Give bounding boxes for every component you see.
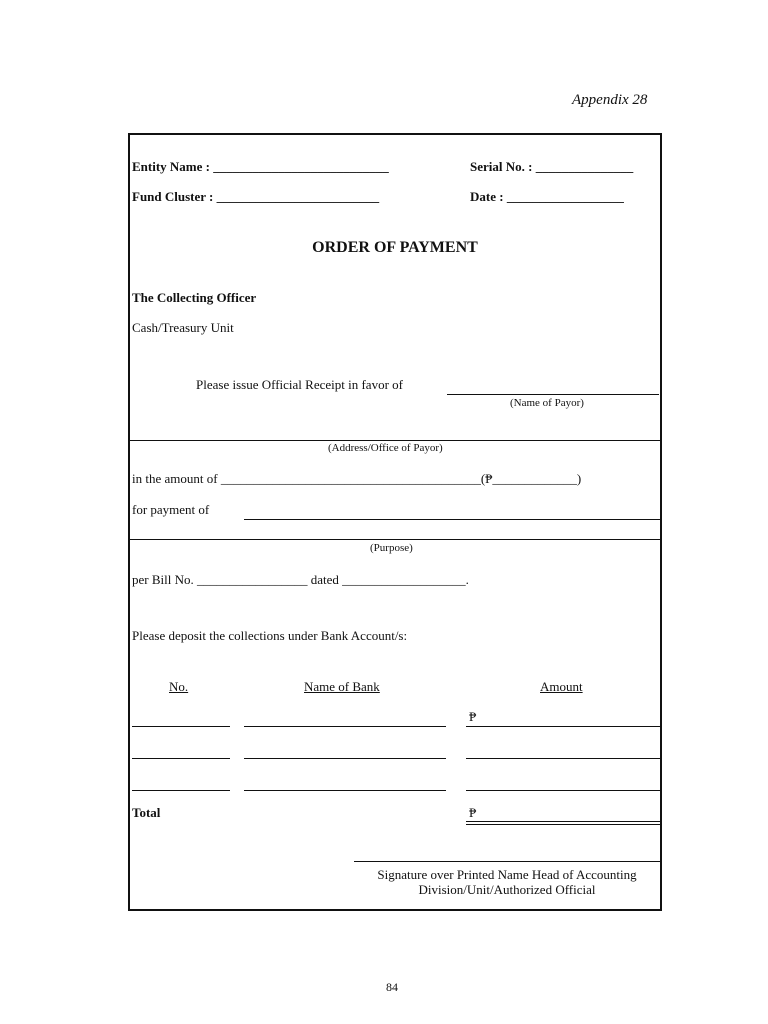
- issue-receipt-text: Please issue Official Receipt in favor of: [196, 377, 403, 392]
- treasury-unit-label: Cash/Treasury Unit: [132, 320, 234, 335]
- signature-caption-line1: Signature over Printed Name Head of Accounting: [377, 867, 637, 882]
- table-row-bank-line: [244, 790, 446, 791]
- signature-caption-line2: Division/Unit/Authorized Official: [418, 882, 596, 897]
- fund-cluster-field: Fund Cluster : _________________________: [132, 189, 380, 204]
- date-field: Date : __________________: [470, 189, 624, 204]
- purpose-caption: (Purpose): [370, 542, 413, 554]
- entity-name-field: Entity Name : ___________________________: [132, 159, 389, 174]
- col-header-bank: Name of Bank: [304, 679, 380, 694]
- collecting-officer-label: The Collecting Officer: [132, 290, 257, 305]
- table-row-amount-line: [466, 790, 660, 791]
- table-row-bank-line: [244, 758, 446, 759]
- amount-field: in the amount of ________________________________________(₱_____________): [132, 471, 582, 486]
- address-caption: (Address/Office of Payor): [328, 442, 443, 454]
- purpose-line: [130, 539, 660, 540]
- col-header-amount: Amount: [540, 679, 583, 694]
- payment-for-label: for payment of: [132, 502, 210, 517]
- table-row-no-line: [132, 726, 230, 727]
- total-peso-sign: ₱: [469, 805, 477, 820]
- table-row-no-line: [132, 790, 230, 791]
- bill-field: per Bill No. _________________ dated ___________________.: [132, 572, 469, 587]
- payor-caption: (Name of Payor): [510, 397, 584, 409]
- total-label: Total: [132, 805, 161, 820]
- payor-address-line: [130, 440, 660, 441]
- deposit-instruction: Please deposit the collections under Bank Account/s:: [132, 628, 408, 643]
- payor-name-line: [447, 394, 659, 395]
- form-title: ORDER OF PAYMENT: [312, 239, 478, 256]
- signature-line: [354, 861, 660, 862]
- table-row-no-line: [132, 758, 230, 759]
- table-row-amount-line: [466, 726, 660, 727]
- table-row-amount-line: [466, 758, 660, 759]
- peso-sign: ₱: [469, 709, 477, 724]
- order-of-payment-form: [128, 133, 662, 911]
- table-row-bank-line: [244, 726, 446, 727]
- col-header-no: No.: [169, 679, 189, 694]
- serial-no-field: Serial No. : _______________: [470, 159, 634, 174]
- appendix-label: Appendix 28: [572, 92, 648, 108]
- page-number: 84: [386, 980, 398, 994]
- payment-for-line: [244, 519, 660, 520]
- total-line: [466, 821, 660, 822]
- total-double-line: [466, 824, 660, 825]
